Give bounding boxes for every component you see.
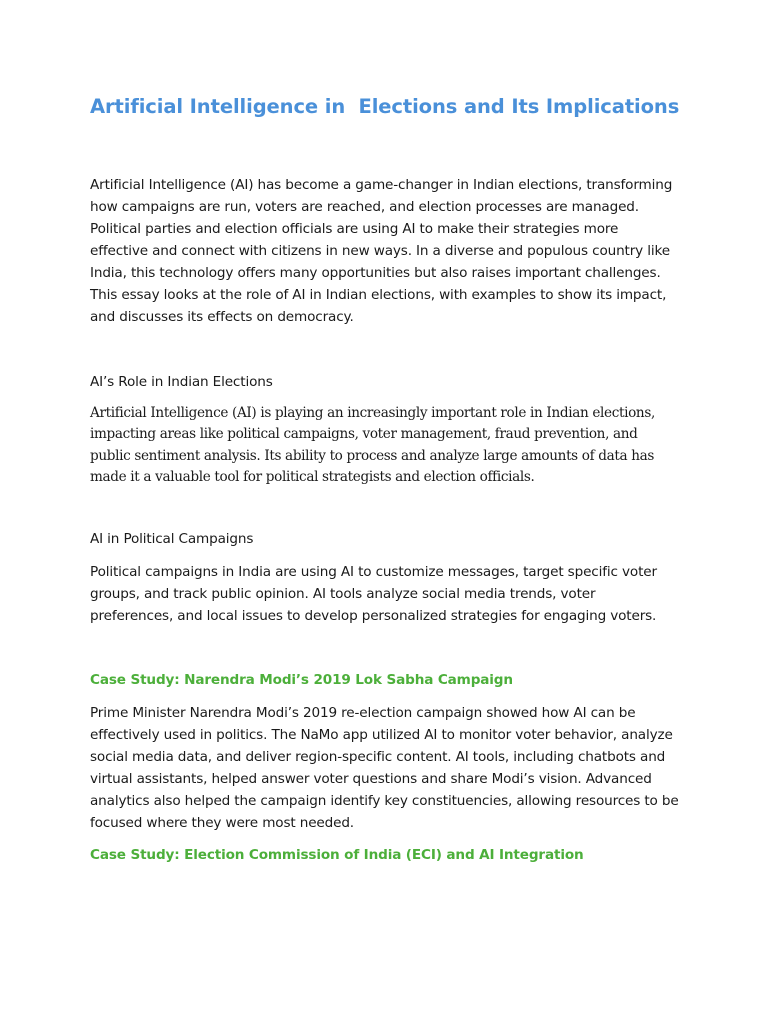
document-title: Artificial Intelligence in Elections and Its Implications: [90, 95, 680, 118]
intro-paragraph: Artificial Intelligence (AI) has become a game-changer in Indian elections, transforming how campaigns are run, voters are reached, and election processes are managed. Political parties and election officials are using AI to make their strategies more effective and connect with citizens in new ways. In a diverse and populous country like India, this technology offers many opportunities but also raises important challenges. This essay looks at the role of AI in Indian elections, with examples to show its impact, and discusses its effects on democracy.: [90, 177, 673, 325]
section-body-ai-role: Artificial Intelligence (AI) is playing an increasingly important role in Indian elections, impacting areas like political campaigns, voter management, fraud prevention, and public sentiment analysis. Its ability to process and analyze large amounts of data has made it a valuable tool for political strategists and election officials.: [90, 405, 655, 485]
case-study-body-modi-campaign: Prime Minister Narendra Modi’s 2019 re-election campaign showed how AI can be effectively used in politics. The NaMo app utilized AI to monitor voter behavior, analyze social media data, and deliver region-specific content. AI tools, including chatbots and virtual assistants, helped answer voter questions and share Modi’s vision. Advanced analytics also helped the campaign identify key constituencies, allowing resources to be focused where they were most needed.: [90, 705, 679, 832]
section-heading-ai-role: AI’s Role in Indian Elections: [90, 374, 273, 390]
section-body-political-campaigns: Political campaigns in India are using AI to customize messages, target specific voter groups, and track public opinion. AI tools analyze social media trends, voter preferences, and local issues to develop personalized strategies for engaging voters.: [90, 564, 657, 625]
document-content: [90, 92, 680, 866]
case-study-heading-modi-campaign: Case Study: Narendra Modi’s 2019 Lok Sabha Campaign: [90, 672, 513, 689]
section-heading-political-campaigns: AI in Political Campaigns: [90, 531, 254, 548]
case-study-heading-eci: Case Study: Election Commission of India (ECI) and AI Integration: [90, 847, 584, 864]
